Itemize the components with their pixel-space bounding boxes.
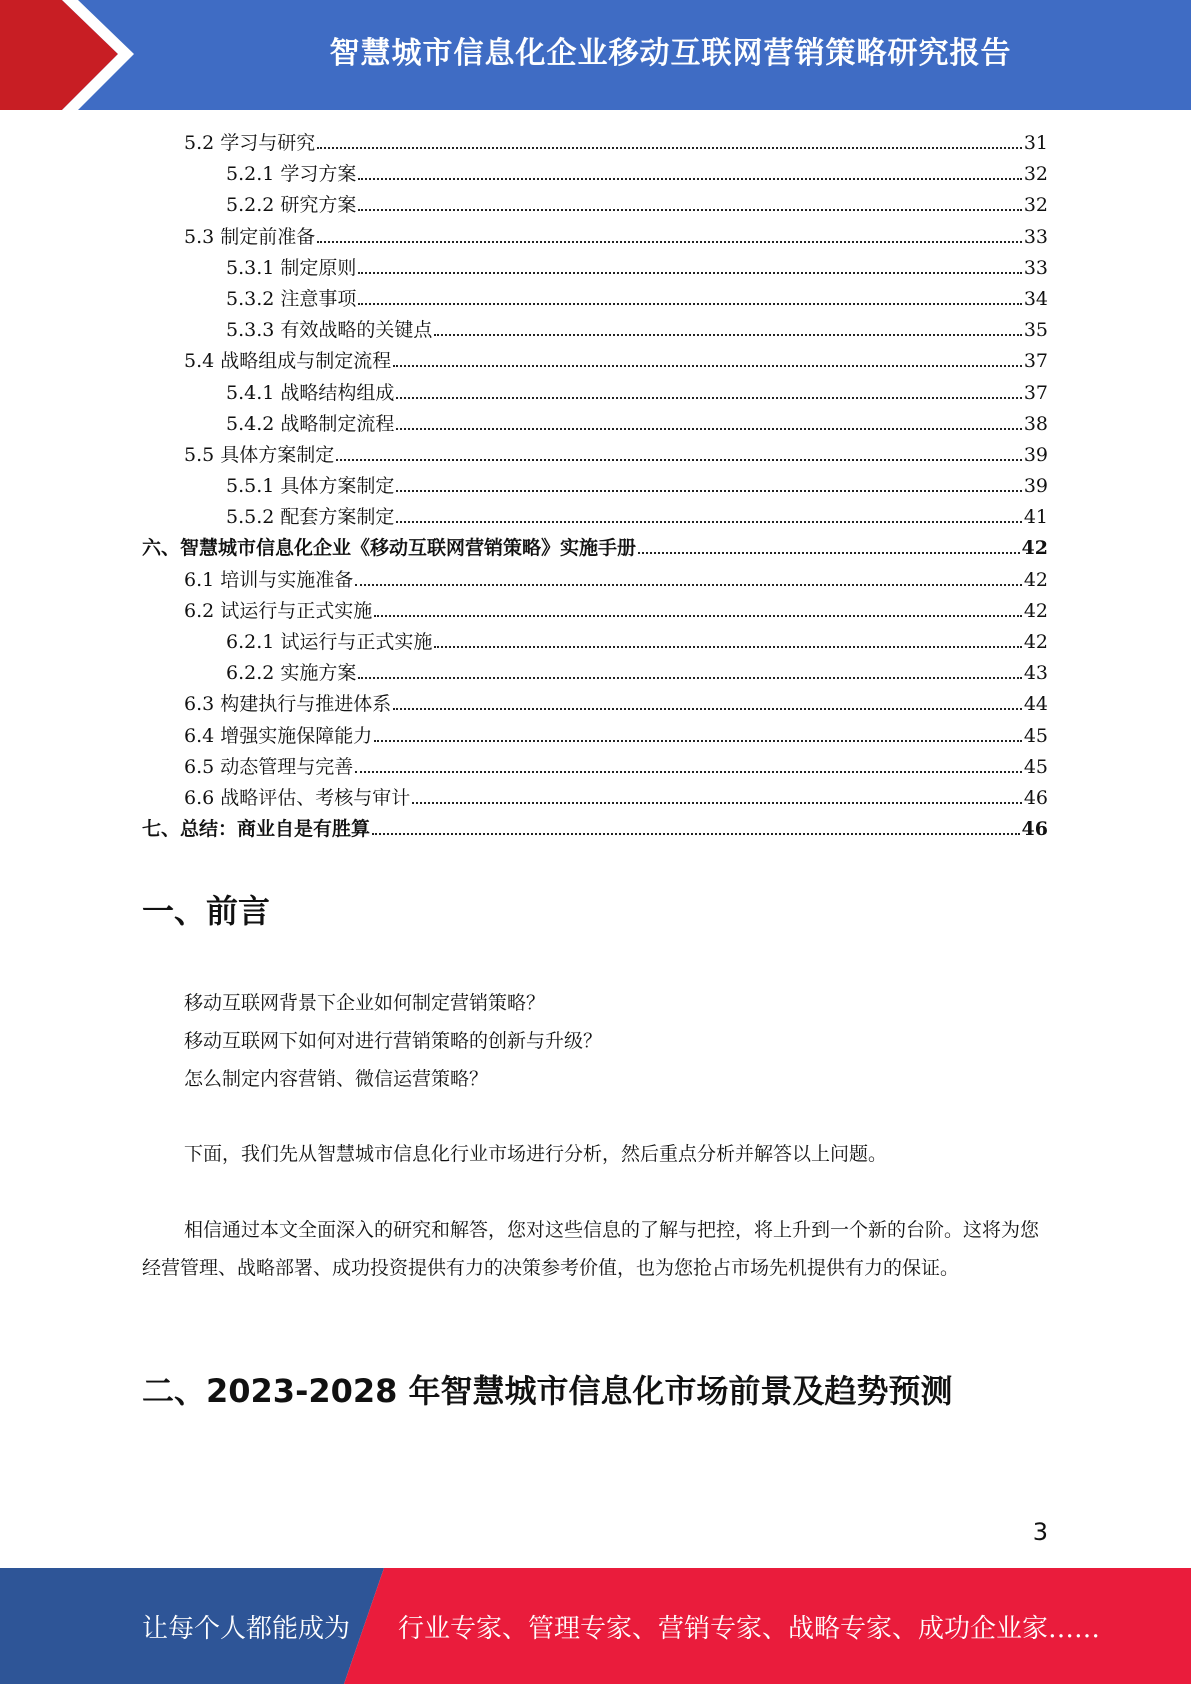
toc-entry-page: 33 (1023, 256, 1048, 279)
toc-entry[interactable] (142, 315, 1048, 346)
toc-dot-leader (412, 802, 1022, 804)
toc-dot-leader (434, 334, 1021, 336)
toc-entry-title: 6.5 动态管理与完善 (184, 755, 354, 778)
toc-entry-page: 35 (1023, 319, 1048, 342)
toc-entry-page: 45 (1023, 724, 1048, 747)
toc-entry-page: 39 (1023, 475, 1048, 498)
toc-entry[interactable] (142, 222, 1048, 253)
toc-entry-page: 42 (1023, 599, 1048, 622)
toc-entry[interactable] (142, 596, 1048, 627)
toc-entry-page: 38 (1023, 412, 1048, 435)
toc-dot-leader (638, 552, 1020, 554)
toc-entry-title: 5.3 制定前准备 (184, 225, 316, 248)
toc-entry[interactable] (142, 689, 1048, 720)
section-heading-market-forecast: 二、2023-2028 年智慧城市信息化市场前景及趋势预测 (142, 1372, 953, 1410)
toc-entry[interactable] (142, 502, 1048, 533)
toc-entry[interactable] (142, 627, 1048, 658)
question-item: 移动互联网背景下企业如何制定营销策略？ (184, 992, 546, 1014)
toc-entry[interactable] (142, 253, 1048, 284)
toc-dot-leader (396, 490, 1021, 492)
toc-dot-leader (372, 833, 1020, 835)
toc-entry[interactable] (142, 440, 1048, 471)
toc-dot-leader (358, 209, 1021, 211)
toc-entry-page: 43 (1023, 662, 1048, 685)
toc-entry[interactable] (142, 565, 1048, 596)
toc-entry-title: 5.2.2 研究方案 (226, 194, 357, 217)
toc-entry-page: 32 (1023, 163, 1048, 186)
toc-entry[interactable] (142, 159, 1048, 190)
toc-entry-title: 6.6 战略评估、考核与审计 (184, 786, 411, 809)
toc-entry[interactable] (142, 471, 1048, 502)
page-footer (0, 1568, 1191, 1684)
toc-entry-title: 6.4 增强实施保障能力 (184, 724, 373, 747)
toc-dot-leader (355, 771, 1022, 773)
toc-entry-title: 5.4 战略组成与制定流程 (184, 350, 392, 373)
toc-dot-leader (396, 428, 1021, 430)
page-header (0, 0, 1191, 110)
page-number: 3 (1032, 1518, 1048, 1546)
toc-dot-leader (358, 178, 1021, 180)
toc-entry[interactable] (142, 378, 1048, 409)
toc-entry-title: 6.2 试运行与正式实施 (184, 599, 373, 622)
toc-entry-title: 5.5.1 具体方案制定 (226, 475, 395, 498)
header-arrow-decoration (0, 0, 160, 110)
paragraph: 下面，我们先从智慧城市信息化行业市场进行分析，然后重点分析并解答以上问题。 (184, 1143, 888, 1165)
toc-entry[interactable] (142, 658, 1048, 689)
toc-dot-leader (434, 646, 1021, 648)
question-list (142, 984, 1048, 1098)
footer-slogan-right: 行业专家、管理专家、营销专家、战略专家、成功企业家…… (398, 1613, 1101, 1644)
toc-entry[interactable] (142, 721, 1048, 752)
toc-entry-title: 5.2.1 学习方案 (226, 163, 357, 186)
report-title: 智慧城市信息化企业移动互联网营销策略研究报告 (329, 36, 1012, 71)
toc-entry-title: 5.4.2 战略制定流程 (226, 412, 395, 435)
toc-entry-title: 6.2.1 试运行与正式实施 (226, 631, 433, 653)
toc-entry-page: 34 (1023, 287, 1048, 310)
toc-dot-leader (336, 459, 1022, 461)
toc-entry-title: 5.3.3 有效战略的关键点 (226, 319, 433, 342)
toc-entry[interactable] (142, 190, 1048, 221)
toc-dot-leader (317, 147, 1022, 149)
toc-dot-leader (374, 740, 1022, 742)
footer-slogan-left: 让每个人都能成为 (142, 1613, 351, 1644)
toc-dot-leader (358, 272, 1021, 274)
toc-entry-page: 42 (1023, 568, 1048, 591)
toc-entry-title: 6.1 培训与实施准备 (184, 568, 354, 591)
toc-dot-leader (358, 303, 1021, 305)
toc-entry[interactable] (142, 346, 1048, 377)
toc-dot-leader (317, 241, 1022, 243)
toc-entry-page: 41 (1023, 506, 1048, 529)
toc-entry-page: 42 (1021, 537, 1048, 560)
toc-entry-page: 33 (1023, 225, 1048, 248)
toc-entry-page: 32 (1023, 194, 1048, 217)
toc-entry[interactable] (142, 409, 1048, 440)
section-heading-preface: 一、前言 (142, 892, 271, 930)
toc-entry-page: 37 (1023, 350, 1048, 373)
paragraph: 相信通过本文全面深入的研究和解答，您对这些信息的了解与把控，将上升到一个新的台阶。这将为您经营管理、战略部署、成功投资提供有力的决策参考价值，也为您抢占市场先机提供有力的保证。 (142, 1219, 1040, 1279)
toc-entry[interactable] (142, 533, 1048, 564)
toc-dot-leader (393, 365, 1022, 367)
toc-entry-page: 37 (1023, 381, 1048, 404)
toc-entry-page: 31 (1023, 132, 1048, 154)
question-item: 移动互联网下如何对进行营销策略的创新与升级？ (184, 1030, 603, 1052)
toc-entry[interactable] (142, 783, 1048, 814)
toc-dot-leader (393, 708, 1022, 710)
toc-dot-leader (396, 521, 1021, 523)
toc-entry-title: 七、总结：商业自是有胜算 (142, 818, 371, 841)
toc-entry[interactable] (142, 752, 1048, 783)
toc-dot-leader (355, 584, 1022, 586)
toc-entry-title: 5.5 具体方案制定 (184, 443, 335, 466)
toc-entry-title: 6.2.2 实施方案 (226, 662, 357, 685)
toc-entry-page: 45 (1023, 755, 1048, 778)
toc-entry-title: 六、智慧城市信息化企业《移动互联网营销策略》实施手册 (142, 537, 637, 560)
toc-dot-leader (396, 397, 1021, 399)
toc-entry-title: 6.3 构建执行与推进体系 (184, 693, 392, 716)
toc-entry-page: 46 (1021, 818, 1048, 841)
toc-entry-title: 5.5.2 配套方案制定 (226, 506, 395, 529)
toc-entry-page: 44 (1023, 693, 1048, 716)
toc-entry[interactable] (142, 128, 1048, 159)
toc-entry-title: 5.2 学习与研究 (184, 132, 316, 154)
toc-entry-page: 39 (1023, 443, 1048, 466)
toc-dot-leader (374, 615, 1022, 617)
toc-entry-page: 46 (1023, 786, 1048, 809)
toc-entry-title: 5.4.1 战略结构组成 (226, 381, 395, 404)
question-item: 怎么制定内容营销、微信运营策略？ (184, 1068, 489, 1090)
toc-entry[interactable] (142, 814, 1048, 845)
toc-entry-title: 5.3.2 注意事项 (226, 287, 357, 310)
toc-entry[interactable] (142, 284, 1048, 315)
toc-dot-leader (358, 677, 1021, 679)
toc-entry-page: 42 (1023, 631, 1048, 653)
toc-entry-title: 5.3.1 制定原则 (226, 256, 357, 279)
table-of-contents (142, 128, 1048, 845)
